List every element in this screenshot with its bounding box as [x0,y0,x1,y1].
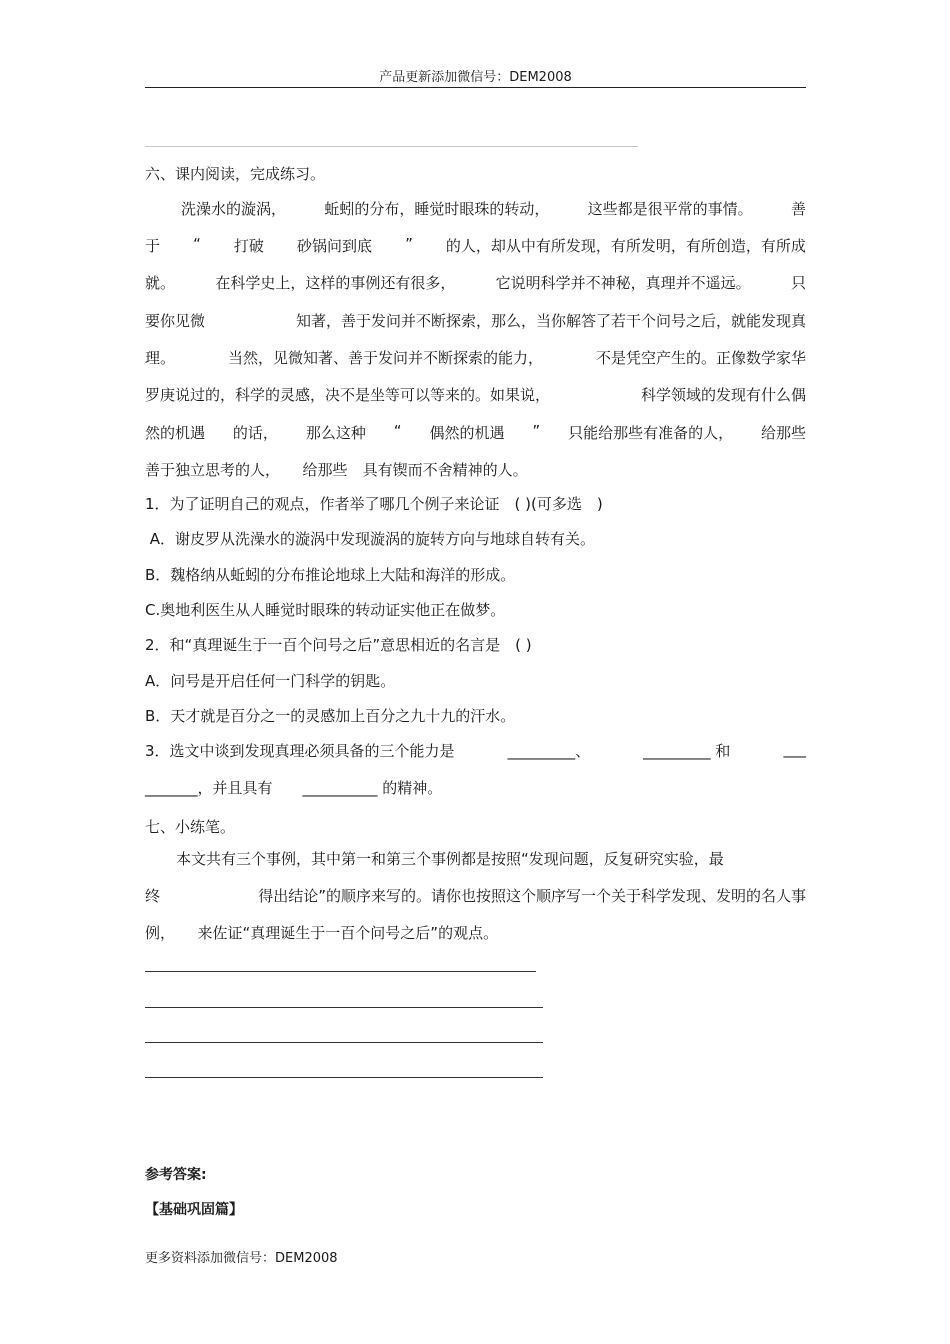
para6-line-1: 洗澡水的漩涡， 蚯蚓的分布，睡觉时眼珠的转动， 这些都是很平常的事情。 善 [181,200,806,218]
section6-title: 六、课内阅读，完成练习。 [145,165,326,183]
para6-line-5: 理。 当然，见微知著、善于发问并不断探索的能力， 不是凭空产生的。正像数学家华 [145,349,806,367]
writing-line-2[interactable] [145,1007,543,1008]
basic-section-title: 【基础巩固篇】 [145,1202,243,1218]
para6-line-3: 就。 在科学史上，这样的事例还有很多， 它说明科学并不神秘，真理并不遥远。 只 [145,274,806,292]
para6-line-7: 然的机遇 的话， 那么这种 “ 偶然的机遇 ” 只能给那些有准备的人， 给那些 [145,422,806,442]
question-1-option-c: C.奥地利医生从人睡觉时眼珠的转动证实他正在做梦。 [145,601,506,619]
header-rule [145,87,806,88]
question-3-line-1: 3．选文中谈到发现真理必须具备的三个能力是 _________、 _________ 和 ___ [145,740,806,760]
para6-line-8: 善于独立思考的人， 给那些 具有锲而不舍精神的人。 [145,461,528,479]
writing-line-4[interactable] [145,1077,543,1078]
para6-line-2: 于 “ 打破 砂锅问到底 ” 的人，却从中有所发现，有所发明，有所创造，有所成 [145,235,806,255]
answers-title: 参考答案: [145,1167,207,1183]
writing-line-3[interactable] [145,1042,543,1043]
para7-line-2: 终 得出结论”的顺序来写的。请你也按照这个顺序写一个关于科学发现、发明的名人事 [145,887,806,905]
para7-line-3: 例， 来佐证“真理诞生于一百个问号之后”的观点。 [145,924,499,942]
question-3-line-2: _______，并且具有 __________ 的精神。 [145,779,443,797]
answer-line-top [145,146,638,147]
page-header: 产品更新添加微信号：DEM2008 [379,70,572,85]
question-1-option-a: A．谢皮罗从洗澡水的漩涡中发现漩涡的旋转方向与地球自转有关。 [145,530,596,548]
question-2-option-b: B．天才就是百分之一的灵感加上百分之九十九的汗水。 [145,707,516,725]
writing-line-1[interactable] [145,971,536,972]
para6-line-4: 要你见微 知著，善于发问并不断探索，那么，当你解答了若干个问号之后，就能发现真 [145,312,806,330]
question-1-option-b: B．魏格纳从蚯蚓的分布推论地球上大陆和海洋的形成。 [145,566,516,584]
para6-line-6: 罗庚说过的，科学的灵感，决不是坐等可以等来的。如果说， 科学领域的发现有什么偶 [145,386,806,404]
para7-line-1: 本文共有三个事例，其中第一和第三个事例都是按照“发现问题，反复研究实验，最 [176,850,724,868]
question-2-option-a: A．问号是开启任何一门科学的钥匙。 [145,672,396,690]
page-footer: 更多资料添加微信号：DEM2008 [145,1251,338,1266]
question-1: 1．为了证明自己的观点，作者举了哪几个例子来论证 ( )(可多选 ) [145,495,603,513]
question-2: 2．和“真理诞生于一百个问号之后”意思相近的名言是 ( ) [145,636,532,654]
section7-title: 七、小练笔。 [145,818,236,836]
